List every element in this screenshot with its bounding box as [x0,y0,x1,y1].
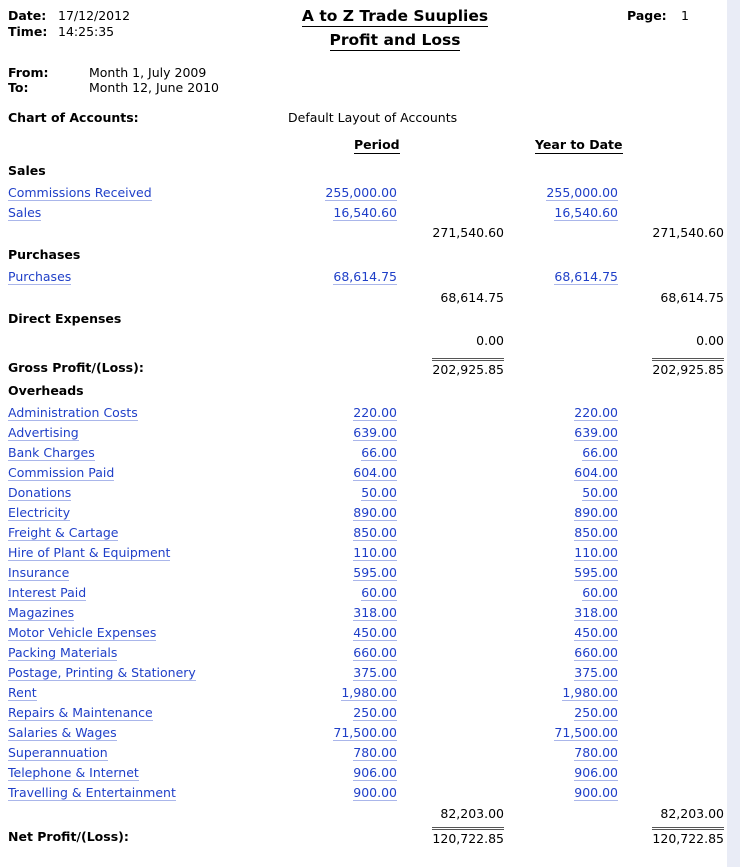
ytd-amount-link[interactable]: 604.00 [574,465,618,480]
period-amount-link[interactable]: 1,980.00 [341,685,397,700]
period-amount-link[interactable]: 604.00 [353,465,397,480]
account-link[interactable]: Electricity [8,505,71,520]
section-heading-sales: Sales [8,163,46,178]
sales-total-period: 271,540.60 [432,225,504,240]
ytd-amount-link[interactable]: 1,980.00 [562,685,618,700]
from-label: From: [8,65,49,80]
date-value: 17/12/2012 [58,8,131,23]
account-link[interactable]: Insurance [8,565,70,580]
period-amount-link[interactable]: 71,500.00 [333,725,397,740]
account-link[interactable]: Commissions Received [8,185,152,200]
account-link[interactable]: Rent [8,685,37,700]
to-value: Month 12, June 2010 [89,80,220,95]
period-amount-link[interactable]: 16,540.60 [333,205,397,220]
ytd-amount-link[interactable]: 660.00 [574,645,618,660]
account-link[interactable]: Telephone & Internet [8,765,139,780]
page-edge [727,0,740,867]
period-amount-link[interactable]: 110.00 [353,545,397,560]
ytd-amount-link[interactable]: 71,500.00 [554,725,618,740]
section-heading-direct-expenses: Direct Expenses [8,311,122,326]
ytd-amount-link[interactable]: 375.00 [574,665,618,680]
period-amount-link[interactable]: 60.00 [361,585,397,600]
net-profit-label: Net Profit/(Loss): [8,829,129,844]
period-amount-link[interactable]: 68,614.75 [333,269,397,284]
ytd-amount-link[interactable]: 220.00 [574,405,618,420]
chart-of-accounts-label: Chart of Accounts: [8,110,139,125]
account-link[interactable]: Motor Vehicle Expenses [8,625,157,640]
time-label: Time: [8,24,48,39]
account-link[interactable]: Packing Materials [8,645,118,660]
ytd-amount-link[interactable]: 318.00 [574,605,618,620]
period-amount-link[interactable]: 639.00 [353,425,397,440]
period-amount-link[interactable]: 318.00 [353,605,397,620]
section-heading-overheads: Overheads [8,383,84,398]
period-amount-link[interactable]: 50.00 [361,485,397,500]
chart-of-accounts-value: Default Layout of Accounts [288,110,458,125]
period-amount-link[interactable]: 900.00 [353,785,397,800]
period-amount-link[interactable]: 850.00 [353,525,397,540]
ytd-amount-link[interactable]: 110.00 [574,545,618,560]
period-amount-link[interactable]: 890.00 [353,505,397,520]
overheads-total-ytd: 82,203.00 [660,806,724,821]
period-amount-link[interactable]: 595.00 [353,565,397,580]
ytd-amount-link[interactable]: 595.00 [574,565,618,580]
account-link[interactable]: Freight & Cartage [8,525,119,540]
account-link[interactable]: Interest Paid [8,585,87,600]
ytd-amount-link[interactable]: 900.00 [574,785,618,800]
account-link[interactable]: Postage, Printing & Stationery [8,665,196,680]
ytd-amount-link[interactable]: 850.00 [574,525,618,540]
direct-expenses-total-period: 0.00 [476,333,504,348]
column-header-ytd [535,137,623,152]
account-link[interactable]: Advertising [8,425,79,440]
column-header-ytd-text: Year to Date [535,137,623,152]
page-number: 1 [681,8,689,23]
ytd-amount-link[interactable]: 250.00 [574,705,618,720]
direct-expenses-total-ytd: 0.00 [696,333,724,348]
period-amount-link[interactable]: 906.00 [353,765,397,780]
section-heading-purchases: Purchases [8,247,81,262]
ytd-amount-link[interactable]: 906.00 [574,765,618,780]
to-label: To: [8,80,29,95]
net-profit-period: 120,722.85 [432,827,504,846]
account-link[interactable]: Magazines [8,605,75,620]
column-header-period-text: Period [354,137,400,152]
gross-profit-ytd: 202,925.85 [652,358,724,377]
account-link[interactable]: Hire of Plant & Equipment [8,545,171,560]
from-value: Month 1, July 2009 [89,65,207,80]
time-value: 14:25:35 [58,24,115,39]
date-label: Date: [8,8,47,23]
account-link[interactable]: Superannuation [8,745,108,760]
ytd-amount-link[interactable]: 60.00 [582,585,618,600]
ytd-amount-link[interactable]: 68,614.75 [554,269,618,284]
column-header-period [354,137,400,152]
period-amount-link[interactable]: 375.00 [353,665,397,680]
account-link[interactable]: Sales [8,205,42,220]
ytd-amount-link[interactable]: 450.00 [574,625,618,640]
purchases-total-period: 68,614.75 [440,290,504,305]
account-link[interactable]: Donations [8,485,72,500]
account-link[interactable]: Commission Paid [8,465,115,480]
report-title-text: Profit and Loss [329,31,461,49]
period-amount-link[interactable]: 255,000.00 [325,185,397,200]
report-title [240,31,550,50]
purchases-total-ytd: 68,614.75 [660,290,724,305]
sales-total-ytd: 271,540.60 [652,225,724,240]
account-link[interactable]: Administration Costs [8,405,138,420]
period-amount-link[interactable]: 66.00 [361,445,397,460]
ytd-amount-link[interactable]: 639.00 [574,425,618,440]
period-amount-link[interactable]: 220.00 [353,405,397,420]
overheads-total-period: 82,203.00 [440,806,504,821]
account-link[interactable]: Repairs & Maintenance [8,705,153,720]
net-profit-ytd: 120,722.85 [652,827,724,846]
period-amount-link[interactable]: 250.00 [353,705,397,720]
period-amount-link[interactable]: 660.00 [353,645,397,660]
company-name [240,7,550,26]
period-amount-link[interactable]: 780.00 [353,745,397,760]
ytd-amount-link[interactable]: 66.00 [582,445,618,460]
account-link[interactable]: Salaries & Wages [8,725,117,740]
company-name-text: A to Z Trade Suuplies [301,7,489,25]
gross-profit-label: Gross Profit/(Loss): [8,360,144,375]
account-link[interactable]: Bank Charges [8,445,95,460]
ytd-amount-link[interactable]: 50.00 [582,485,618,500]
ytd-amount-link[interactable]: 780.00 [574,745,618,760]
account-link[interactable]: Purchases [8,269,72,284]
page-label: Page: [627,8,667,23]
ytd-amount-link[interactable]: 16,540.60 [554,205,618,220]
account-link[interactable]: Travelling & Entertainment [8,785,176,800]
ytd-amount-link[interactable]: 890.00 [574,505,618,520]
gross-profit-period: 202,925.85 [432,358,504,377]
ytd-amount-link[interactable]: 255,000.00 [546,185,618,200]
period-amount-link[interactable]: 450.00 [353,625,397,640]
